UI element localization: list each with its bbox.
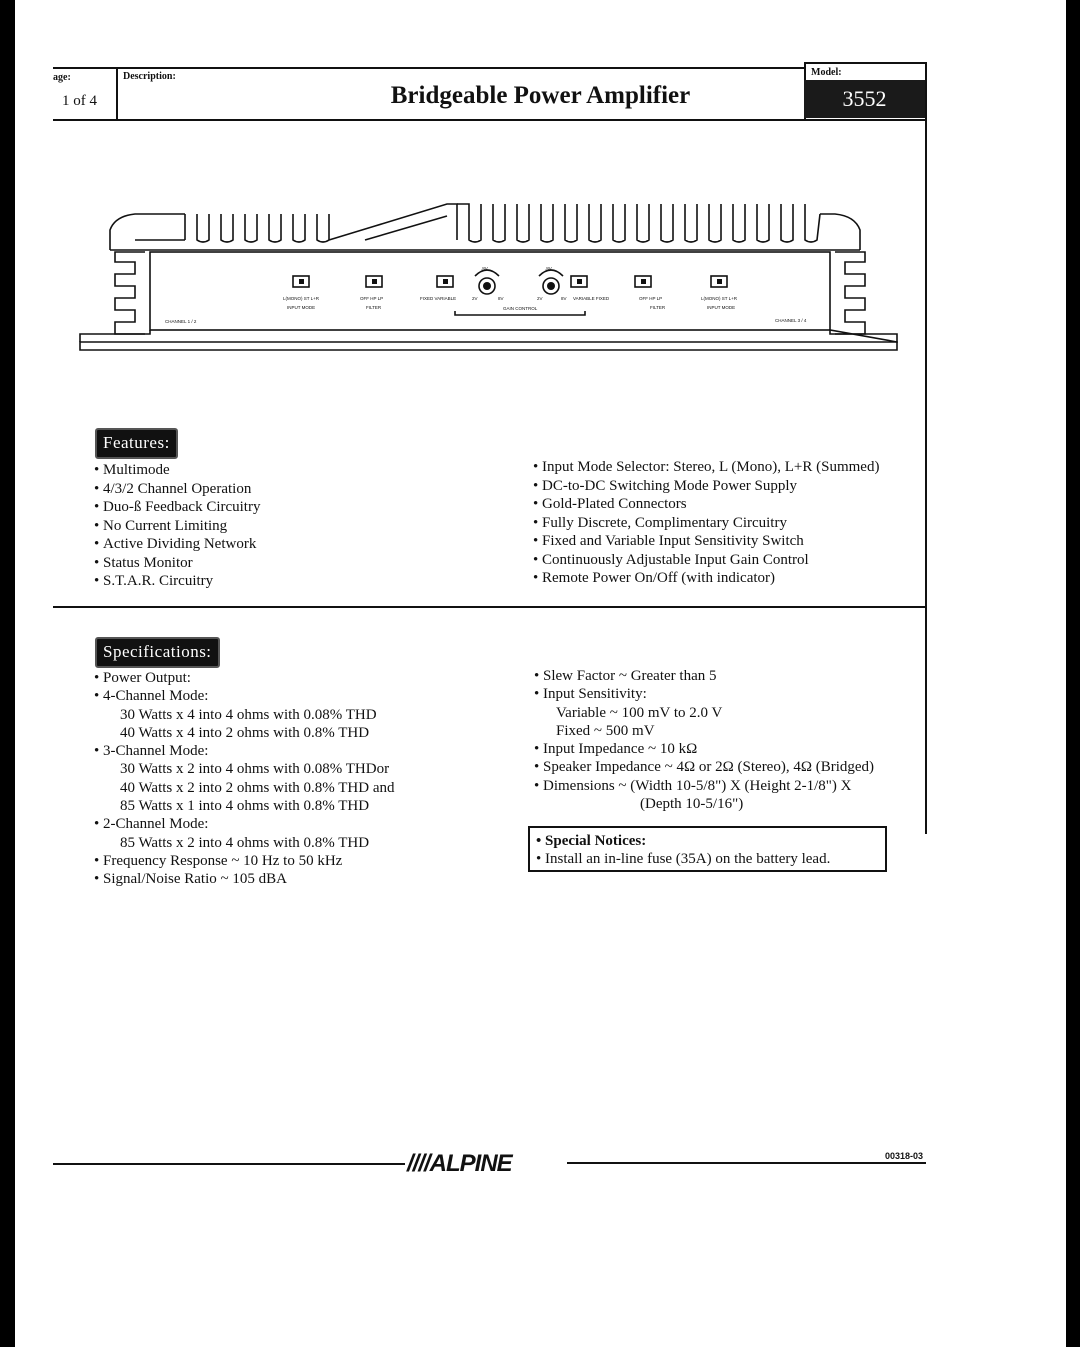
model-number: 3552 [804,80,925,118]
label-fixed-variable-left: FIXED VARIABLE [420,296,457,301]
spec-mode3: • 3-Channel Mode: [94,742,394,760]
document-number: 00318-03 [885,1151,924,1161]
list-item: • Fully Discrete, Complimentary Circuitry [533,514,879,533]
spec-dimensions: • Dimensions ~ (Width 10-5/8") X (Height 2-1/8") X [534,777,874,795]
spec-frequency-response: • Frequency Response ~ 10 Hz to 50 kHz [94,852,394,870]
label-knob-max-right: 8V [561,296,567,301]
list-item: • Continuously Adjustable Input Gain Control [533,551,879,570]
model-label: Model: [811,67,842,78]
label-channel-left: CHANNEL 1 / 2 [165,319,197,324]
label-variable-fixed-right: VARIABLE FIXED [573,296,610,301]
spec-mode3-a: 30 Watts x 2 into 4 ohms with 0.08% THDor [120,761,390,778]
list-item: • 4/3/2 Channel Operation [94,480,260,499]
footer-rule-left [53,1163,405,1165]
footer-rule-right [567,1162,926,1164]
label-gain-control: GAIN CONTROL [503,306,538,311]
description-label: Description: [123,71,176,82]
label-filter-right: FILTER [650,305,666,310]
spec-mode4-a: 30 Watts x 4 into 4 ohms with 0.08% THD [120,706,377,723]
notice-title: • Special Notices: [536,832,879,850]
list-item: • Fixed and Variable Input Sensitivity Switch [533,532,879,551]
specifications-heading: Specifications: [95,637,220,668]
label-filter-left: FILTER [366,305,382,310]
spec-dimensions-depth: (Depth 10-5/16") [640,796,744,813]
page-label: age: [53,72,71,83]
spec-sens-variable: Variable ~ 100 mV to 2.0 V [556,704,723,721]
label-channel-right: CHANNEL 3 / 4 [775,318,807,323]
label-filter-right-opts: OFF HP LP [639,296,663,301]
alpine-logo: ////ALPINE [407,1150,512,1177]
amplifier-diagram [75,190,905,360]
label-input-mode-left-opts: L(MONO) ST L+R [283,296,320,301]
spec-signal-noise: • Signal/Noise Ratio ~ 105 dBA [94,870,394,888]
list-item: • Gold-Plated Connectors [533,495,879,514]
spec-slew-factor: • Slew Factor ~ Greater than 5 [534,667,874,685]
spec-mode3-c: 85 Watts x 1 into 4 ohms with 0.8% THD [120,798,370,815]
label-knob-min-left: 2V [472,296,478,301]
spec-mode3-b: 40 Watts x 2 into 2 ohms with 0.8% THD and [120,779,395,796]
document-page [15,0,1066,1347]
page-title: Bridgeable Power Amplifier [390,82,691,109]
label-knob-max-left: 8V [498,296,504,301]
spec-input-impedance: • Input Impedance ~ 10 kΩ [534,740,874,758]
heatsink-fins-right [457,204,820,242]
features-list-left [94,461,260,591]
header-top-rule [804,62,926,64]
spec-sens-fixed: Fixed ~ 500 mV [556,722,655,739]
header-mid-rule [53,67,804,69]
list-item: • S.T.A.R. Circuitry [94,572,260,591]
label-input-mode-left: INPUT MODE [287,305,316,310]
label-knob-top-left: .8V [481,266,488,271]
header-divider-3 [925,62,927,834]
label-knob-top-right: .8V [545,266,552,271]
features-heading: Features: [95,428,178,459]
specifications-right [534,667,874,813]
features-list-right [533,458,879,588]
spec-mode2: • 2-Channel Mode: [94,815,394,833]
list-item: • Multimode [94,461,260,480]
spec-power-output: • Power Output: [94,669,394,687]
list-item: • Input Mode Selector: Stereo, L (Mono), L+R (Summed) [533,458,879,477]
list-item: • Remote Power On/Off (with indicator) [533,569,879,588]
spec-input-sensitivity: • Input Sensitivity: [534,685,874,703]
spec-mode4-b: 40 Watts x 4 into 2 ohms with 0.8% THD [120,724,370,741]
label-knob-min-right: 2V [537,296,543,301]
list-item: • DC-to-DC Switching Mode Power Supply [533,477,879,496]
section-divider [53,606,926,608]
spec-speaker-impedance: • Speaker Impedance ~ 4Ω or 2Ω (Stereo), 4Ω (Bridged) [534,758,874,776]
list-item: • Duo-ß Feedback Circuitry [94,498,260,517]
list-item: • Status Monitor [94,554,260,573]
page-value: 1 of 4 [62,93,97,109]
header-bottom-rule [53,119,926,121]
spec-mode4: • 4-Channel Mode: [94,687,394,705]
notice-text: • Install an in-line fuse (35A) on the battery lead. [536,850,879,868]
label-input-mode-right: INPUT MODE [707,305,736,310]
specifications-left [94,669,394,889]
list-item: • No Current Limiting [94,517,260,536]
heatsink-fins-left [185,214,329,242]
spec-mode2-a: 85 Watts x 2 into 4 ohms with 0.8% THD [120,834,370,851]
special-notices-box [528,826,887,872]
label-filter-left-opts: OFF HP LP [360,296,384,301]
list-item: • Active Dividing Network [94,535,260,554]
label-input-mode-right-opts: L(MONO) ST L+R [701,296,738,301]
